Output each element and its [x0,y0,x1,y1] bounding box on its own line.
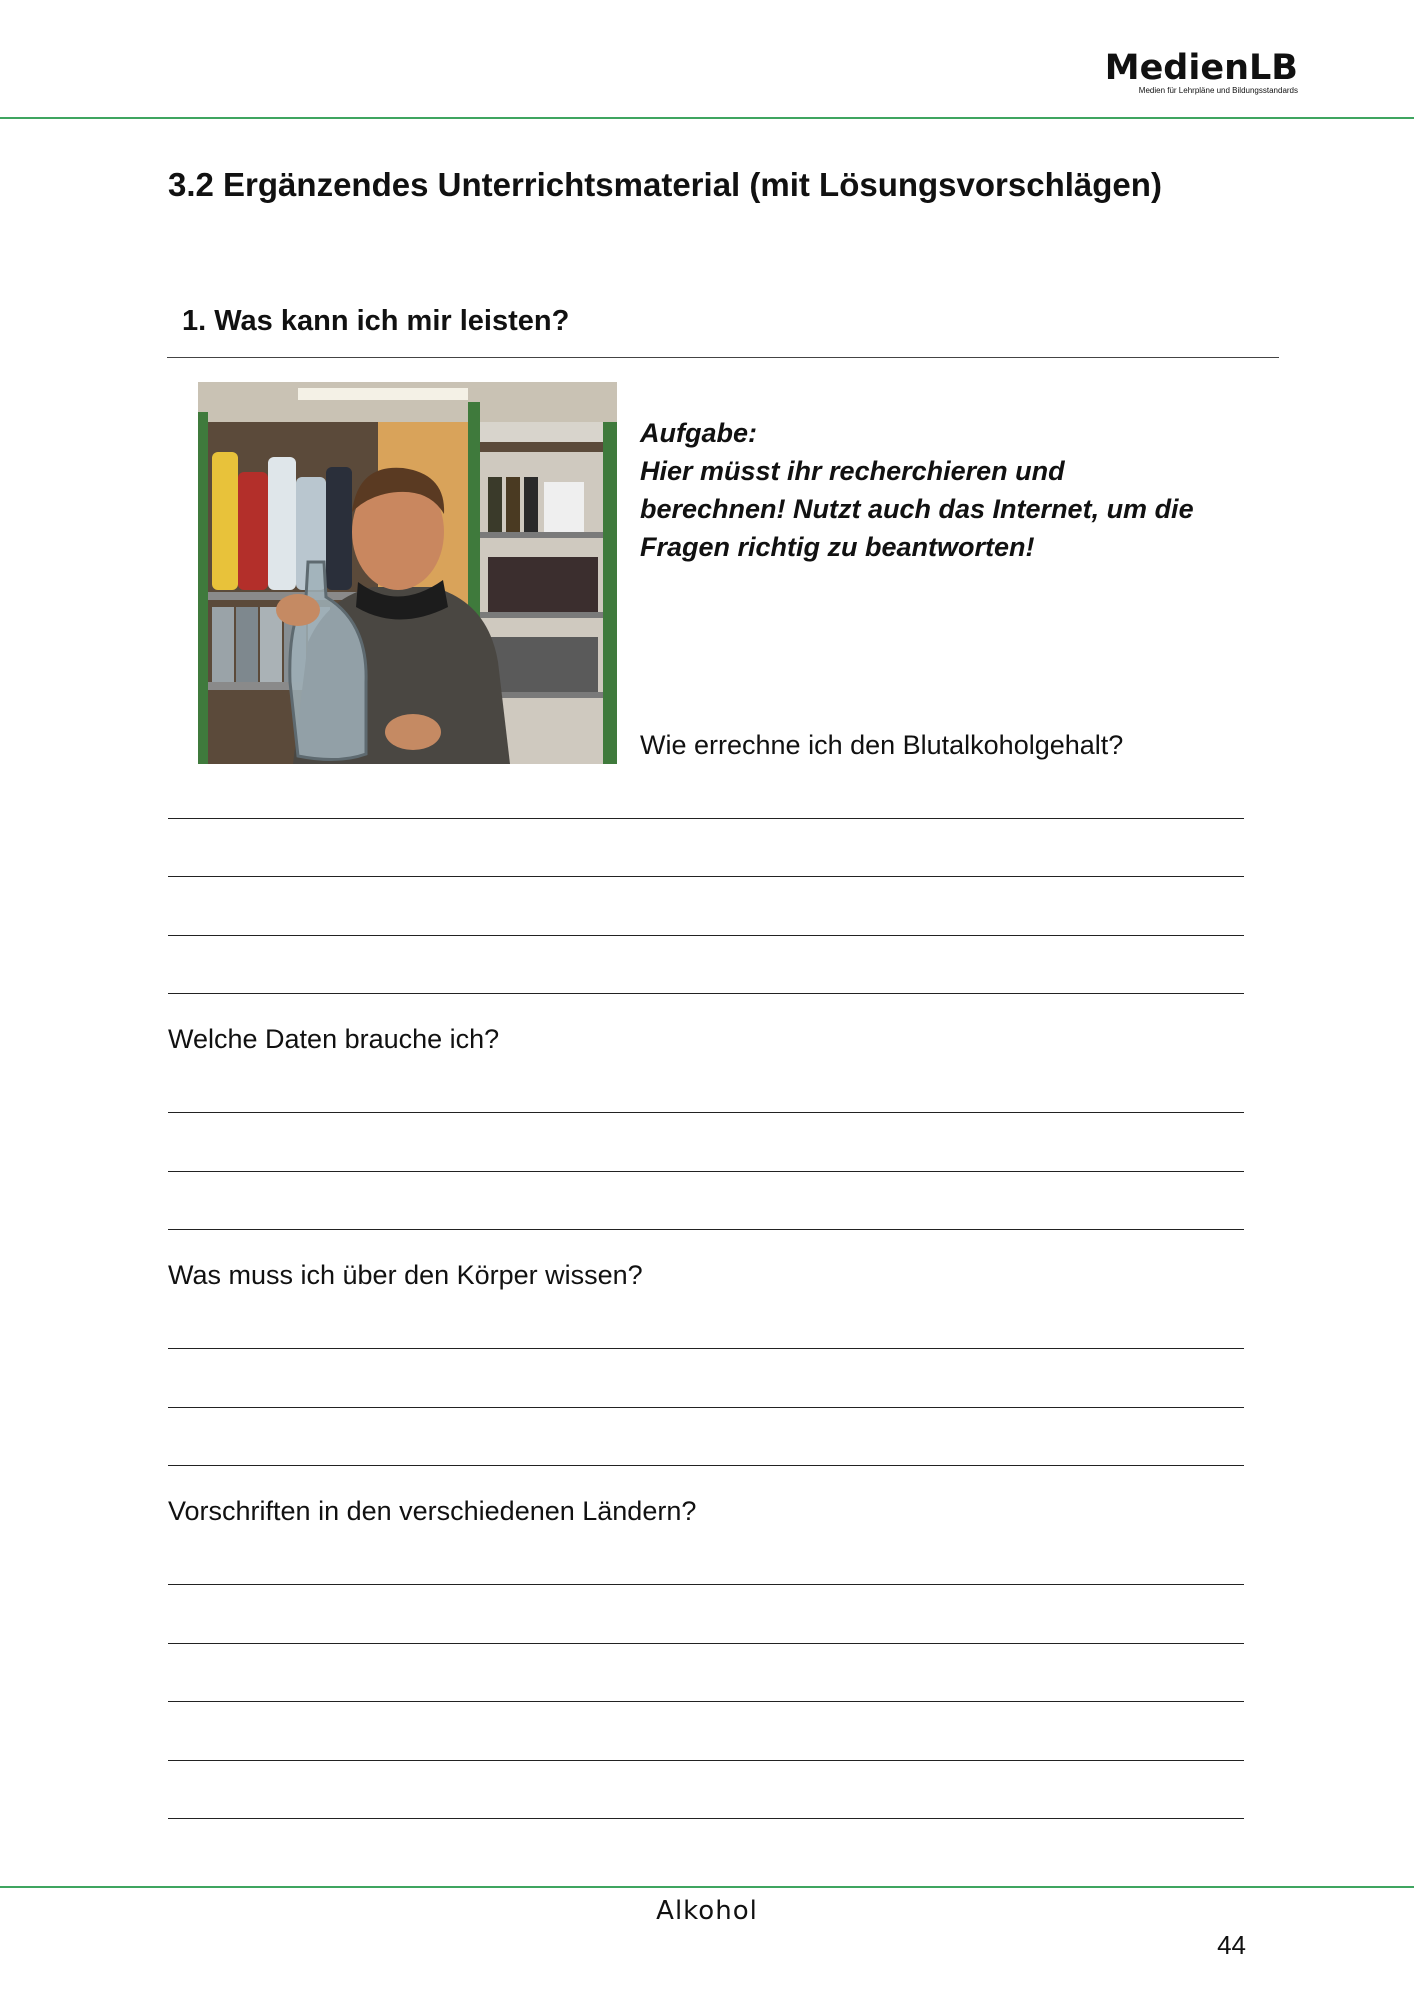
footer-divider [0,1886,1414,1888]
task-line: berechnen! Nutzt auch das Internet, um die [640,494,1194,524]
task-line: Hier müsst ihr recherchieren und [640,456,1065,486]
task-instructions [640,414,1280,566]
medienlb-logo [1102,50,1298,94]
answer-line[interactable] [168,1584,1244,1585]
answer-line[interactable] [168,1818,1244,1819]
answer-line[interactable] [168,1643,1244,1644]
answer-line[interactable] [168,1760,1244,1761]
answer-line[interactable] [168,876,1244,877]
task-heading: Aufgabe: [640,418,757,448]
answer-line[interactable] [168,1701,1244,1702]
answer-line[interactable] [168,935,1244,936]
answer-line[interactable] [168,818,1244,819]
answer-line[interactable] [168,1171,1244,1172]
question-body-knowledge: Was muss ich über den Körper wissen? [168,1260,643,1290]
question-country-regulations: Vorschriften in den verschiedenen Ländern? [168,1496,697,1526]
exercise-title: 1. Was kann ich mir leisten? [182,305,570,337]
section-title: 3.2 Ergänzendes Unterrichtsmaterial (mit Lösungsvorschlägen) [168,166,1162,203]
answer-line[interactable] [168,1407,1244,1408]
logo-tagline: Medien für Lehrpläne und Bildungsstandards [1138,86,1298,95]
answer-line[interactable] [168,993,1244,994]
video-still-photo [198,382,617,764]
answer-line[interactable] [168,1229,1244,1230]
answer-line[interactable] [168,1465,1244,1466]
exercise-title-divider [167,357,1279,358]
page-number: 44 [1217,1930,1246,1960]
header-divider [0,117,1414,119]
question-blood-alcohol: Wie errechne ich den Blutalkoholgehalt? [640,730,1124,760]
answer-line[interactable] [168,1112,1244,1113]
logo-wordmark: MedienLB [1104,48,1298,88]
answer-line[interactable] [168,1348,1244,1349]
question-data-needed: Welche Daten brauche ich? [168,1024,500,1054]
task-line: Fragen richtig zu beantworten! [640,532,1035,562]
footer-topic: Alkohol [656,1896,758,1926]
